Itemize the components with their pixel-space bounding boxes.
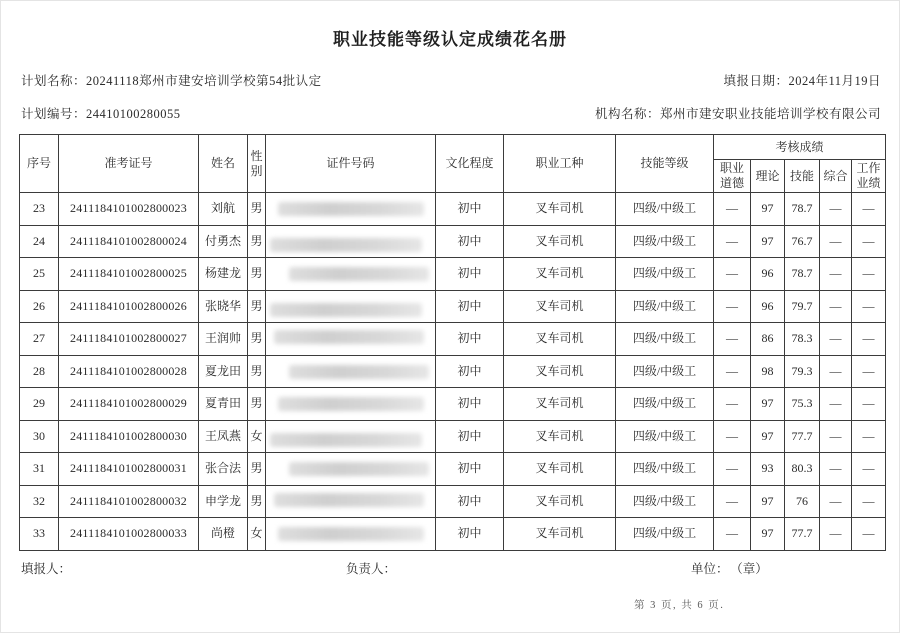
cell-score-comprehensive: —: [820, 323, 852, 356]
cell-score-comprehensive: —: [820, 258, 852, 291]
cell-score-skill: 76: [785, 485, 820, 518]
cell-skill-level: 四级/中级工: [616, 193, 714, 226]
cell-skill-level: 四级/中级工: [616, 258, 714, 291]
cell-score-theory: 97: [751, 485, 785, 518]
cell-skill-level: 四级/中级工: [616, 225, 714, 258]
cell-exam-no: 2411184101002800031: [59, 453, 199, 486]
cell-skill-level: 四级/中级工: [616, 420, 714, 453]
cell-score-work: —: [852, 485, 886, 518]
plan-number: [21, 104, 181, 122]
cell-score-comprehensive: —: [820, 355, 852, 388]
org-name: [595, 104, 881, 122]
col-header-score-comprehensive: 综合: [820, 160, 852, 193]
cell-score-work: —: [852, 355, 886, 388]
table-row: [20, 485, 886, 518]
redacted-id-blur: [289, 462, 429, 476]
cell-education: 初中: [436, 193, 504, 226]
table-row: [20, 355, 886, 388]
table-row: [20, 225, 886, 258]
cell-score-work: —: [852, 225, 886, 258]
cell-score-comprehensive: —: [820, 420, 852, 453]
col-header-score-skill: 技能: [785, 160, 820, 193]
cell-score-skill: 75.3: [785, 388, 820, 421]
table-row: [20, 193, 886, 226]
cell-name: 王润帅: [199, 323, 248, 356]
org-name-value: 郑州市建安职业技能培训学校有限公司: [659, 107, 881, 121]
cell-id-number: [266, 193, 436, 226]
unit-seal: （章）: [736, 562, 768, 576]
plan-number-label: 计划编号：: [21, 107, 87, 121]
page-number-info: 第 3 页, 共 6 页.: [634, 600, 725, 611]
cell-score-skill: 77.7: [785, 518, 820, 551]
cell-exam-no: 2411184101002800024: [59, 225, 199, 258]
cell-name: 夏龙田: [199, 355, 248, 388]
cell-gender: 男: [248, 485, 266, 518]
table-row: [20, 420, 886, 453]
cell-seq: 24: [20, 225, 59, 258]
cell-score-skill: 79.3: [785, 355, 820, 388]
cell-occupation: 叉车司机: [504, 420, 616, 453]
redacted-id-blur: [289, 267, 429, 281]
cell-score-ethics: —: [714, 225, 751, 258]
cell-score-work: —: [852, 323, 886, 356]
cell-gender: 男: [248, 355, 266, 388]
cell-gender: 男: [248, 388, 266, 421]
cell-exam-no: 2411184101002800029: [59, 388, 199, 421]
col-header-occupation: 职业工种: [504, 135, 616, 193]
redacted-id-blur: [289, 365, 429, 379]
redacted-id-blur: [270, 303, 422, 317]
cell-id-number: [266, 518, 436, 551]
col-header-gender: 性别: [248, 135, 266, 193]
cell-exam-no: 2411184101002800032: [59, 485, 199, 518]
col-header-skill-level: 技能等级: [616, 135, 714, 193]
col-header-id-number: 证件号码: [266, 135, 436, 193]
table-row: [20, 323, 886, 356]
col-header-score-group: 考核成绩: [714, 135, 886, 160]
cell-occupation: 叉车司机: [504, 258, 616, 291]
cell-gender: 男: [248, 323, 266, 356]
cell-id-number: [266, 290, 436, 323]
cell-name: 尚橙: [199, 518, 248, 551]
cell-id-number: [266, 225, 436, 258]
table-row: [20, 388, 886, 421]
cell-exam-no: 2411184101002800026: [59, 290, 199, 323]
cell-seq: 29: [20, 388, 59, 421]
cell-skill-level: 四级/中级工: [616, 355, 714, 388]
col-header-exam-no: 准考证号: [59, 135, 199, 193]
cell-exam-no: 2411184101002800023: [59, 193, 199, 226]
cell-skill-level: 四级/中级工: [616, 323, 714, 356]
cell-gender: 男: [248, 290, 266, 323]
cell-name: 夏青田: [199, 388, 248, 421]
cell-score-ethics: —: [714, 485, 751, 518]
cell-skill-level: 四级/中级工: [616, 518, 714, 551]
cell-score-comprehensive: —: [820, 290, 852, 323]
cell-score-ethics: —: [714, 193, 751, 226]
cell-education: 初中: [436, 518, 504, 551]
report-date: [723, 71, 881, 89]
cell-score-comprehensive: —: [820, 225, 852, 258]
unit-label-text: 单位：: [691, 562, 729, 576]
cell-score-work: —: [852, 258, 886, 291]
cell-score-ethics: —: [714, 420, 751, 453]
cell-score-theory: 96: [751, 258, 785, 291]
org-name-label: 机构名称：: [594, 107, 660, 121]
col-header-name: 姓名: [199, 135, 248, 193]
cell-score-skill: 78.7: [785, 193, 820, 226]
cell-score-skill: 76.7: [785, 225, 820, 258]
cell-education: 初中: [436, 355, 504, 388]
cell-education: 初中: [436, 453, 504, 486]
cell-score-theory: 86: [751, 323, 785, 356]
plan-name: [21, 71, 322, 89]
filler-label: 填报人：: [21, 562, 72, 576]
col-header-score-work: 工作业绩: [852, 160, 886, 193]
cell-seq: 25: [20, 258, 59, 291]
table-row: [20, 290, 886, 323]
cell-id-number: [266, 453, 436, 486]
cell-score-theory: 97: [751, 388, 785, 421]
cell-exam-no: 2411184101002800030: [59, 420, 199, 453]
cell-exam-no: 2411184101002800033: [59, 518, 199, 551]
cell-name: 王凤燕: [199, 420, 248, 453]
cell-score-skill: 80.3: [785, 453, 820, 486]
unit-label: [691, 559, 768, 577]
cell-id-number: [266, 485, 436, 518]
cell-occupation: 叉车司机: [504, 355, 616, 388]
table-row: [20, 453, 886, 486]
cell-score-work: —: [852, 518, 886, 551]
cell-occupation: 叉车司机: [504, 453, 616, 486]
cell-occupation: 叉车司机: [504, 323, 616, 356]
cell-occupation: 叉车司机: [504, 290, 616, 323]
cell-id-number: [266, 388, 436, 421]
cell-gender: 女: [248, 518, 266, 551]
cell-exam-no: 2411184101002800027: [59, 323, 199, 356]
cell-score-skill: 79.7: [785, 290, 820, 323]
cell-skill-level: 四级/中级工: [616, 388, 714, 421]
report-date-value: 2024年11月19日: [788, 74, 881, 88]
cell-exam-no: 2411184101002800025: [59, 258, 199, 291]
cell-occupation: 叉车司机: [504, 193, 616, 226]
table-header: [20, 135, 886, 193]
page-title: 职业技能等级认定成绩花名册: [333, 30, 567, 49]
cell-occupation: 叉车司机: [504, 518, 616, 551]
col-header-score-theory: 理论: [751, 160, 785, 193]
cell-education: 初中: [436, 323, 504, 356]
cell-education: 初中: [436, 420, 504, 453]
cell-score-work: —: [852, 388, 886, 421]
cell-score-ethics: —: [714, 453, 751, 486]
cell-occupation: 叉车司机: [504, 485, 616, 518]
table-row: [20, 258, 886, 291]
signature-row: [1, 559, 899, 577]
cell-seq: 26: [20, 290, 59, 323]
cell-score-skill: 78.3: [785, 323, 820, 356]
cell-seq: 28: [20, 355, 59, 388]
cell-name: 刘航: [199, 193, 248, 226]
cell-score-ethics: —: [714, 290, 751, 323]
cell-occupation: 叉车司机: [504, 225, 616, 258]
cell-seq: 30: [20, 420, 59, 453]
cell-gender: 男: [248, 193, 266, 226]
cell-gender: 女: [248, 420, 266, 453]
cell-education: 初中: [436, 290, 504, 323]
cell-score-theory: 93: [751, 453, 785, 486]
redacted-id-blur: [278, 397, 424, 411]
cell-id-number: [266, 420, 436, 453]
cell-gender: 男: [248, 453, 266, 486]
table-row: [20, 518, 886, 551]
cell-score-theory: 97: [751, 193, 785, 226]
cell-education: 初中: [436, 225, 504, 258]
redacted-id-blur: [278, 202, 424, 216]
cell-exam-no: 2411184101002800028: [59, 355, 199, 388]
cell-id-number: [266, 355, 436, 388]
cell-education: 初中: [436, 258, 504, 291]
cell-name: 申学龙: [199, 485, 248, 518]
cell-score-comprehensive: —: [820, 193, 852, 226]
report-date-label: 填报日期：: [723, 74, 789, 88]
cell-score-skill: 77.7: [785, 420, 820, 453]
meta-row-2: [21, 104, 881, 122]
redacted-id-blur: [270, 433, 422, 447]
manager-label: 负责人：: [346, 562, 397, 576]
redacted-id-blur: [274, 493, 424, 507]
cell-score-theory: 98: [751, 355, 785, 388]
score-roster-table: [19, 134, 886, 551]
cell-skill-level: 四级/中级工: [616, 290, 714, 323]
redacted-id-blur: [274, 330, 424, 344]
cell-seq: 23: [20, 193, 59, 226]
col-header-score-ethics: 职业道德: [714, 160, 751, 193]
cell-name: 杨建龙: [199, 258, 248, 291]
col-header-education: 文化程度: [436, 135, 504, 193]
cell-seq: 27: [20, 323, 59, 356]
cell-score-ethics: —: [714, 323, 751, 356]
cell-score-ethics: —: [714, 518, 751, 551]
cell-id-number: [266, 258, 436, 291]
cell-score-work: —: [852, 420, 886, 453]
cell-score-theory: 97: [751, 518, 785, 551]
table-body: [20, 193, 886, 551]
cell-score-work: —: [852, 453, 886, 486]
redacted-id-blur: [278, 527, 424, 541]
cell-score-comprehensive: —: [820, 388, 852, 421]
cell-score-ethics: —: [714, 258, 751, 291]
cell-name: 张晓华: [199, 290, 248, 323]
cell-score-ethics: —: [714, 388, 751, 421]
cell-score-comprehensive: —: [820, 518, 852, 551]
cell-score-theory: 96: [751, 290, 785, 323]
cell-seq: 33: [20, 518, 59, 551]
cell-name: 张合法: [199, 453, 248, 486]
cell-score-work: —: [852, 290, 886, 323]
cell-score-skill: 78.7: [785, 258, 820, 291]
cell-gender: 男: [248, 258, 266, 291]
cell-skill-level: 四级/中级工: [616, 485, 714, 518]
cell-education: 初中: [436, 388, 504, 421]
redacted-id-blur: [270, 238, 422, 252]
cell-score-theory: 97: [751, 420, 785, 453]
cell-skill-level: 四级/中级工: [616, 453, 714, 486]
cell-id-number: [266, 323, 436, 356]
meta-row-1: [21, 71, 881, 89]
cell-seq: 32: [20, 485, 59, 518]
col-header-seq: 序号: [20, 135, 59, 193]
cell-score-work: —: [852, 193, 886, 226]
plan-name-value: 20241118郑州市建安培训学校第54批认定: [86, 74, 322, 88]
cell-score-theory: 97: [751, 225, 785, 258]
cell-seq: 31: [20, 453, 59, 486]
cell-gender: 男: [248, 225, 266, 258]
cell-name: 付勇杰: [199, 225, 248, 258]
cell-occupation: 叉车司机: [504, 388, 616, 421]
cell-education: 初中: [436, 485, 504, 518]
plan-name-label: 计划名称：: [21, 74, 87, 88]
cell-score-comprehensive: —: [820, 453, 852, 486]
cell-score-ethics: —: [714, 355, 751, 388]
plan-number-value: 24410100280055: [86, 107, 181, 121]
cell-score-comprehensive: —: [820, 485, 852, 518]
